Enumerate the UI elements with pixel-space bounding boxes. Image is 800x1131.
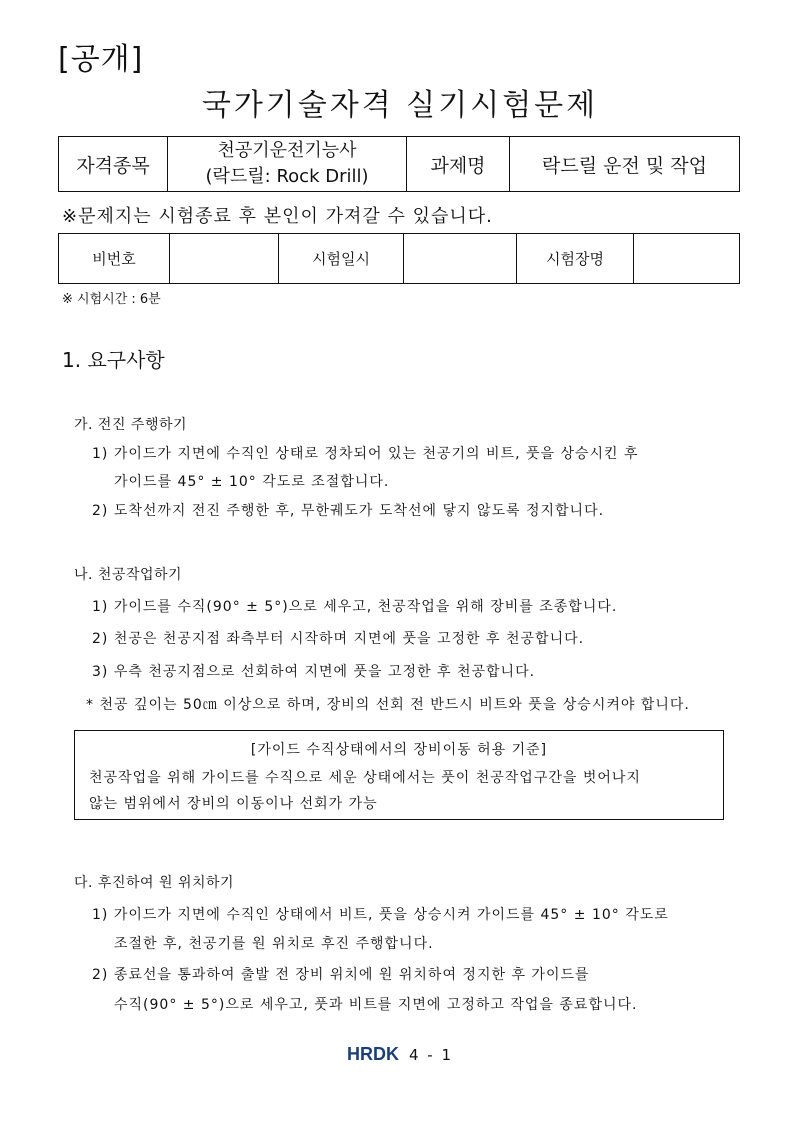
task-label: 과제명 xyxy=(407,137,510,192)
qualification-value xyxy=(168,137,407,192)
exam-site-value xyxy=(634,234,740,284)
exam-info-table xyxy=(58,233,740,284)
allowance-box xyxy=(74,730,724,820)
allowance-box-line1: 천공작업을 위해 가이드를 수직으로 세운 상태에서는 풋이 천공작업구간을 벗어나지 xyxy=(89,770,641,786)
sub-b-item3: 3) 우측 천공지점으로 선회하여 지면에 풋을 고정한 후 천공합니다. xyxy=(92,664,536,680)
sub-c-item1-line2: 조절한 후, 천공기를 원 위치로 후진 주행합니다. xyxy=(114,936,434,952)
sub-b-note: * 천공 깊이는 50㎝ 이상으로 하며, 장비의 선회 전 반드시 비트와 풋을 상승시켜야 합니다. xyxy=(86,697,690,713)
exam-time: ※ 시험시간 : 6분 xyxy=(62,292,161,307)
sub-c-item2-line1: 2) 종료선을 통과하여 출발 전 장비 위치에 원 위치하여 정지한 후 가이드를 xyxy=(92,967,590,983)
sub-b-item1: 1) 가이드를 수직(90° ± 5°)으로 세우고, 천공작업을 위해 장비를 조종합니다. xyxy=(92,599,618,615)
exam-site-label: 시험장명 xyxy=(517,234,634,284)
sub-a-item2: 2) 도착선까지 전진 주행한 후, 무한궤도가 도착선에 닿지 않도록 정지합니다. xyxy=(92,503,605,519)
qualification-value-line1: 천공기운전기능사 xyxy=(217,140,357,161)
qualification-table xyxy=(58,136,740,192)
sub-c-heading: 다. 후진하여 원 위치하기 xyxy=(74,875,235,891)
sub-a-item1-line1: 1) 가이드가 지면에 수직인 상태로 정차되어 있는 천공기의 비트, 풋을 상승시킨 후 xyxy=(92,446,639,462)
document-title: 국가기술자격 실기시험문제 xyxy=(201,88,599,123)
task-value: 락드릴 운전 및 작업 xyxy=(510,137,740,192)
notice-text: ※문제지는 시험종료 후 본인이 가져갈 수 있습니다. xyxy=(62,206,493,227)
allowance-box-line2: 않는 범위에서 장비의 이동이나 선회가 가능 xyxy=(89,796,378,812)
exam-number-label: 비번호 xyxy=(59,234,170,284)
section-title: 1. 요구사항 xyxy=(62,348,165,372)
sub-c-item2-line2: 수직(90° ± 5°)으로 세우고, 풋과 비트를 지면에 고정하고 작업을 종료합니다. xyxy=(114,997,638,1013)
sub-c-item1-line1: 1) 가이드가 지면에 수직인 상태에서 비트, 풋을 상승시켜 가이드를 45° ± 10° 각도로 xyxy=(92,907,669,923)
document-tag: [공개] xyxy=(58,42,144,77)
exam-date-label: 시험일시 xyxy=(279,234,404,284)
exam-date-value xyxy=(404,234,517,284)
page-number: 4 - 1 xyxy=(408,1045,454,1064)
allowance-box-title: [가이드 수직상태에서의 장비이동 허용 기준] xyxy=(250,742,548,758)
sub-a-heading: 가. 전진 주행하기 xyxy=(74,417,188,433)
hrdk-logo: HRDK xyxy=(346,1044,399,1064)
qualification-label: 자격종목 xyxy=(59,137,168,192)
sub-b-item2: 2) 천공은 천공지점 좌측부터 시작하며 지면에 풋을 고정한 후 천공합니다. xyxy=(92,631,585,647)
sub-a-item1-line2: 가이드를 45° ± 10° 각도로 조절합니다. xyxy=(114,474,390,490)
page-footer xyxy=(0,1044,800,1065)
exam-number-value xyxy=(170,234,279,284)
qualification-value-line2: (락드릴: Rock Drill) xyxy=(205,166,369,187)
sub-b-heading: 나. 천공작업하기 xyxy=(74,567,183,583)
